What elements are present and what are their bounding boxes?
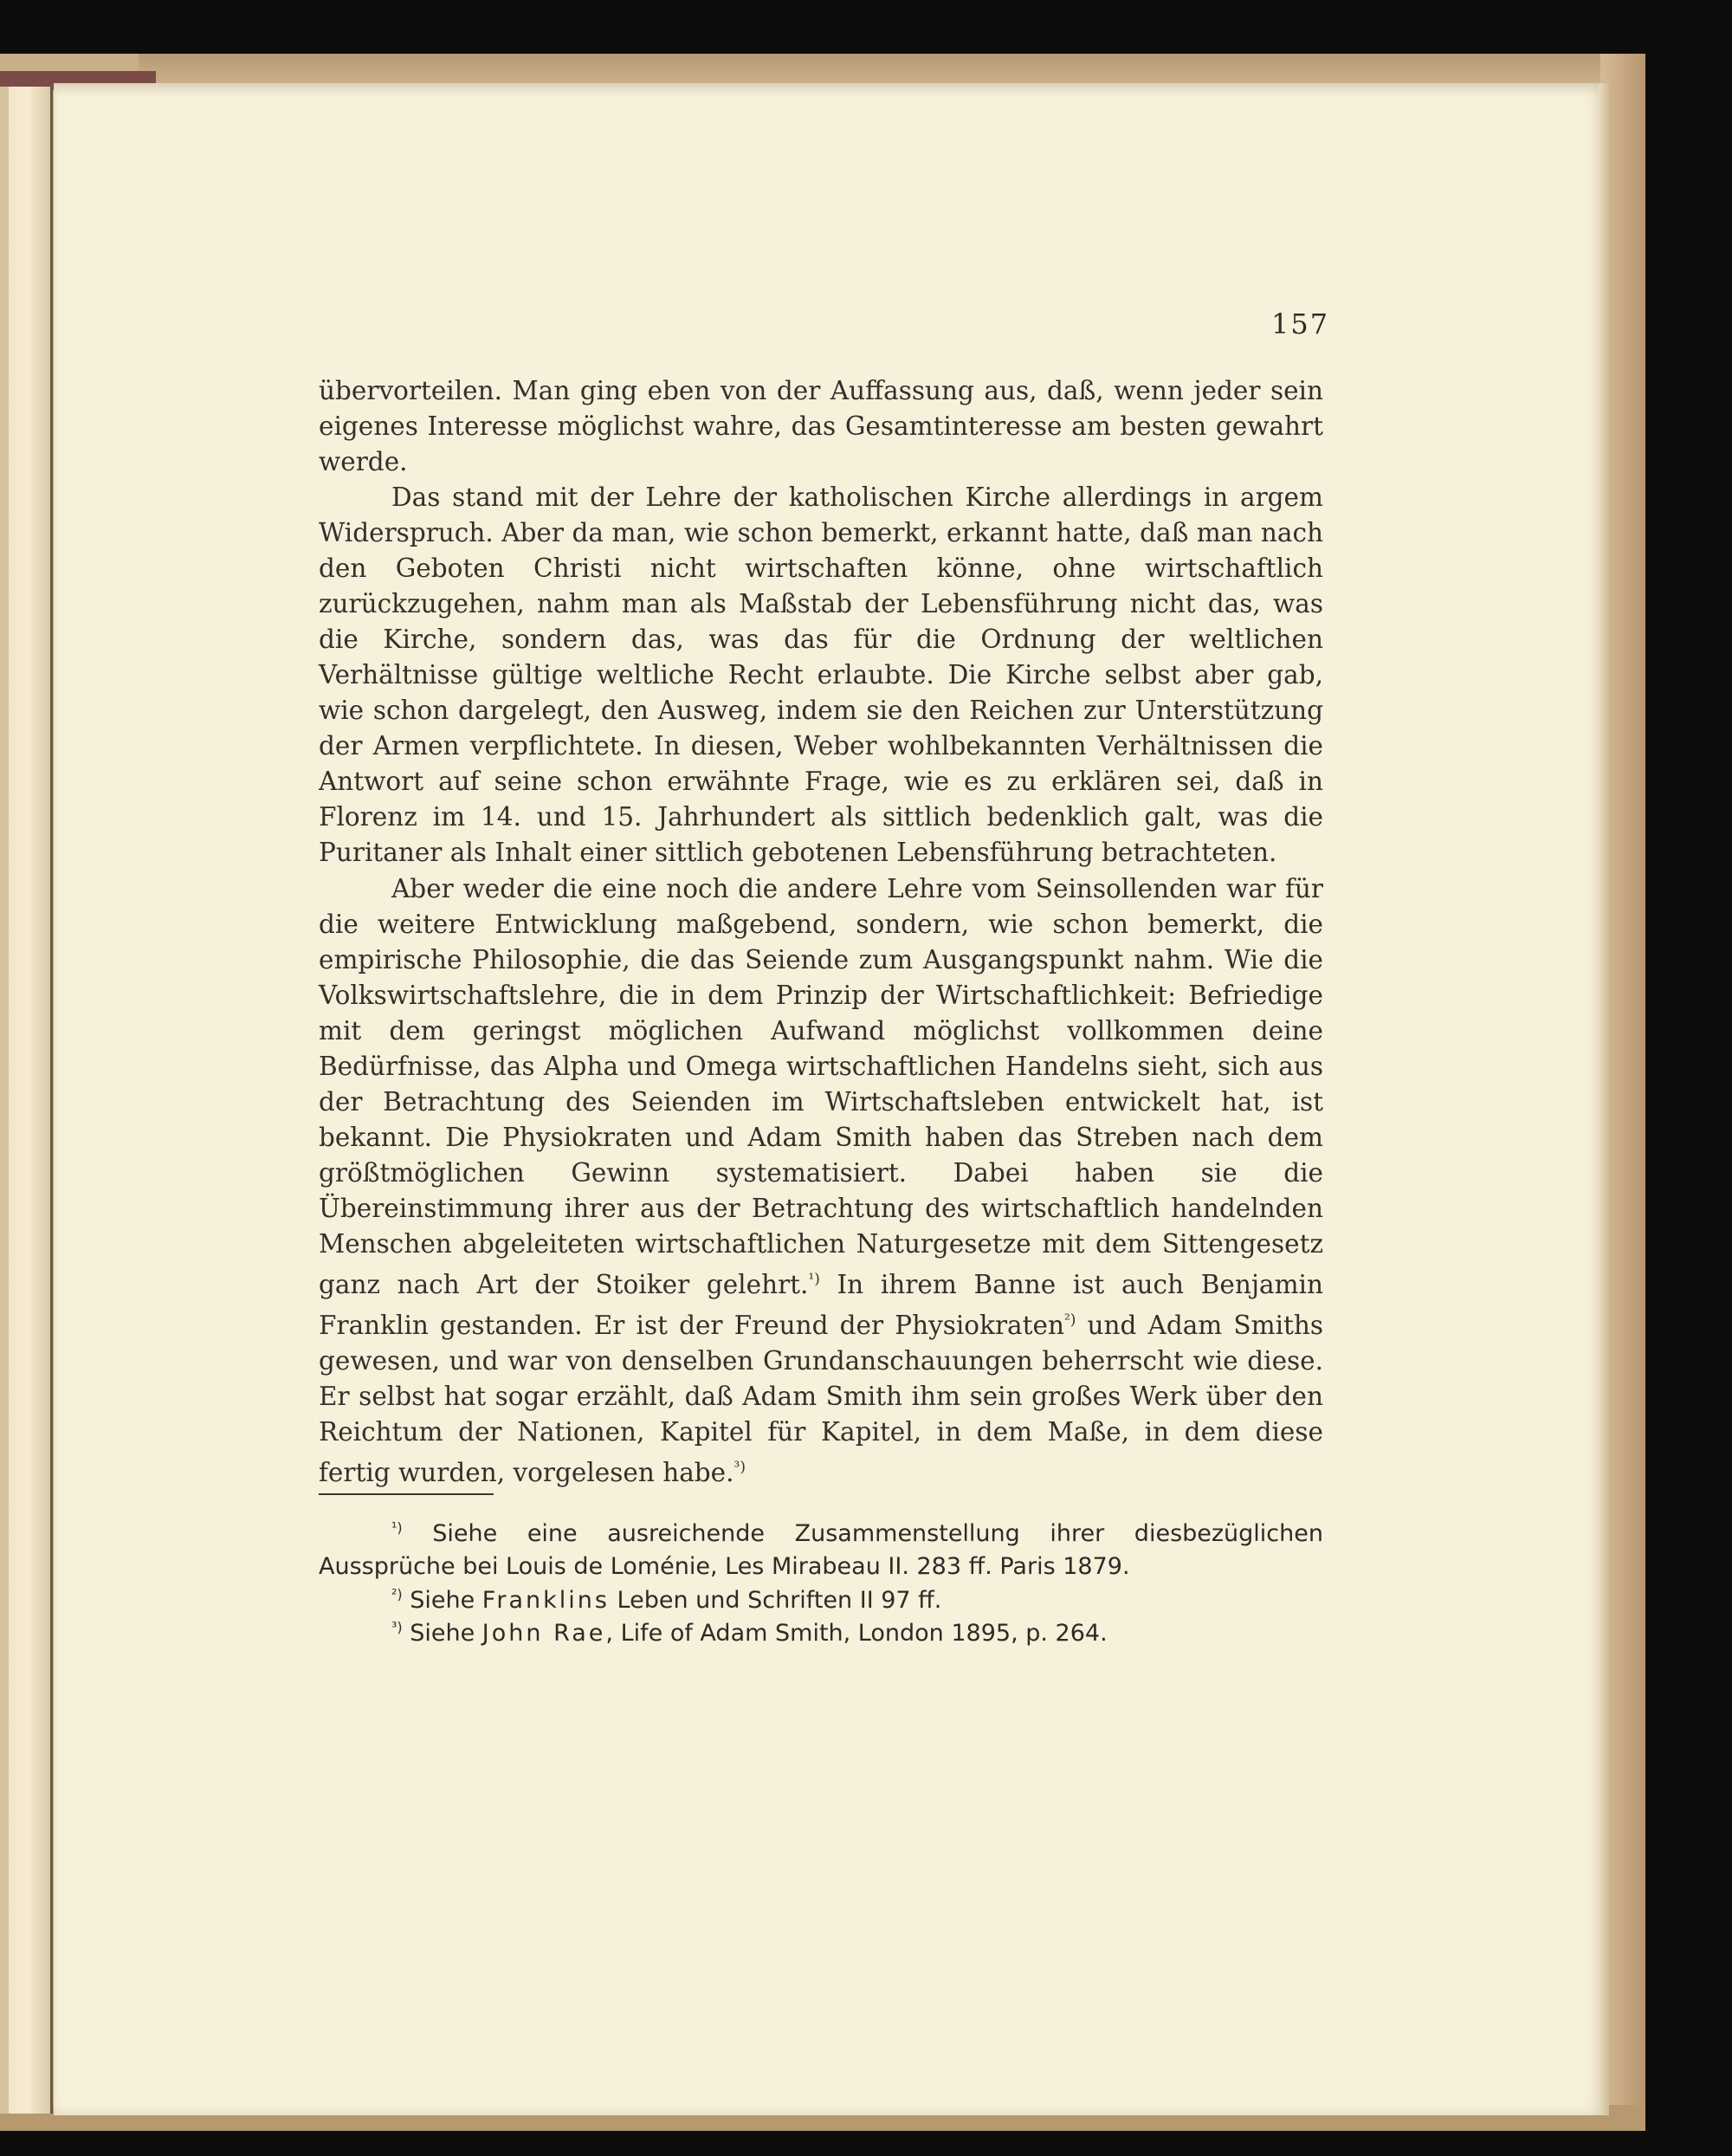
paragraph-3-text-b: In ihrem Banne ist auch Benjamin Franklin gestanden. Er ist der Freund der Physiokraten <box>319 1269 1323 1340</box>
paragraph-3 <box>319 871 1323 1490</box>
footnote-divider <box>319 1493 494 1495</box>
footnote-1-text: Siehe eine ausreichende Zusammenstellung ihrer diesbezüglichen Aussprüche bei Louis de Loménie, Les Mirabeau II. 283 ff. Paris 1879. <box>319 1520 1323 1580</box>
footnote-ref-2: ²) <box>1063 1311 1076 1329</box>
footnote-ref-1: ¹) <box>808 1271 820 1288</box>
footnote-ref-3: ³) <box>734 1458 746 1476</box>
footnote-3-marker: ³) <box>391 1619 403 1635</box>
page-fore-edge <box>1599 83 1609 2115</box>
paragraph-3-text-c: und Adam Smiths gewesen, und war von denselben Grundanschauungen beherrscht wie diese. Er selbst hat sogar erzählt, daß Adam Smith ihm sein großes Werk über den Reichtum der Nationen, Kapitel für Kapitel, in dem Maße, in dem diese fertig wurden, vorgelesen habe. <box>319 1310 1323 1487</box>
footnote-2-text: Leben und Schriften II 97 ff. <box>609 1587 942 1614</box>
footnote-2-author: Franklins <box>481 1587 610 1614</box>
footnote-2-marker: ²) <box>391 1586 403 1602</box>
footnote-2-lead: Siehe <box>402 1587 482 1614</box>
page-number: 157 <box>1271 308 1330 340</box>
footnote-1 <box>319 1512 1323 1583</box>
footnote-3-lead: Siehe <box>402 1620 482 1647</box>
previous-page-shadow <box>0 87 9 2114</box>
footnote-3 <box>319 1611 1323 1650</box>
paragraph-3-text-a: Aber weder die eine noch die andere Lehre vom Seinsollenden war für die weitere Entwicklung maßgebend, sondern, wie schon bemerkt, die empirische Philosophie, die das Seiende zum Ausgangspunkt nahm. Wie die Volkswirtschaftslehre, die in dem Prinzip der Wirtschaftlichkeit: Befriedige mit dem geringst möglichen Aufwand möglichst vollkommen deine Bedürfnisse, das Alpha und Omega wirtschaftlichen Handelns sieht, sich aus der Betrachtung des Seienden im Wirtschaftsleben entwickelt hat, ist bekannt. Die Physiokraten und Adam Smith haben das Streben nach dem größtmöglichen Gewinn systematisiert. Dabei haben sie die Übereinstimmung ihrer aus der Betrachtung des wirtschaftlich handelnden Menschen abgeleiteten wirtschaftlichen Naturgesetze mit dem Sittengesetz ganz nach Art der Stoiker gelehrt. <box>319 874 1323 1299</box>
paragraph-1: übervorteilen. Man ging eben von der Auffassung aus, daß, wenn jeder sein eigenes Interesse möglichst wahre, das Gesamtinteresse am besten gewahrt werde. <box>319 376 1323 476</box>
paragraph-2: Das stand mit der Lehre der katholischen Kirche allerdings in argem Widerspruch. Aber da man, wie schon bemerkt, erkannt hatte, daß man nach den Geboten Christi nicht wirtschaften könne, ohne wirtschaftlich zurückzugehen, nahm man als Maßstab der Lebensführung nicht das, was die Kirche, sondern das, was das für die Ordnung der weltlichen Verhältnisse gültige weltliche Recht erlaubte. Die Kirche selbst aber gab, wie schon dargelegt, den Ausweg, indem sie den Reichen zur Unterstützung der Armen verpflichtete. In diesen, Weber wohlbekannten Verhältnissen die Antwort auf seine schon erwähnte Frage, wie es zu erklären sei, daß in Florenz im 14. und 15. Jahrhundert als sittlich bedenklich galt, was die Puritaner als Inhalt einer sittlich gebotenen Lebensführung betrachteten. <box>319 482 1323 867</box>
footnote-3-text: , Life of Adam Smith, London 1895, p. 264. <box>605 1620 1108 1647</box>
footnote-1-marker: ¹) <box>391 1519 403 1536</box>
footnote-3-author: John Rae <box>481 1620 606 1647</box>
